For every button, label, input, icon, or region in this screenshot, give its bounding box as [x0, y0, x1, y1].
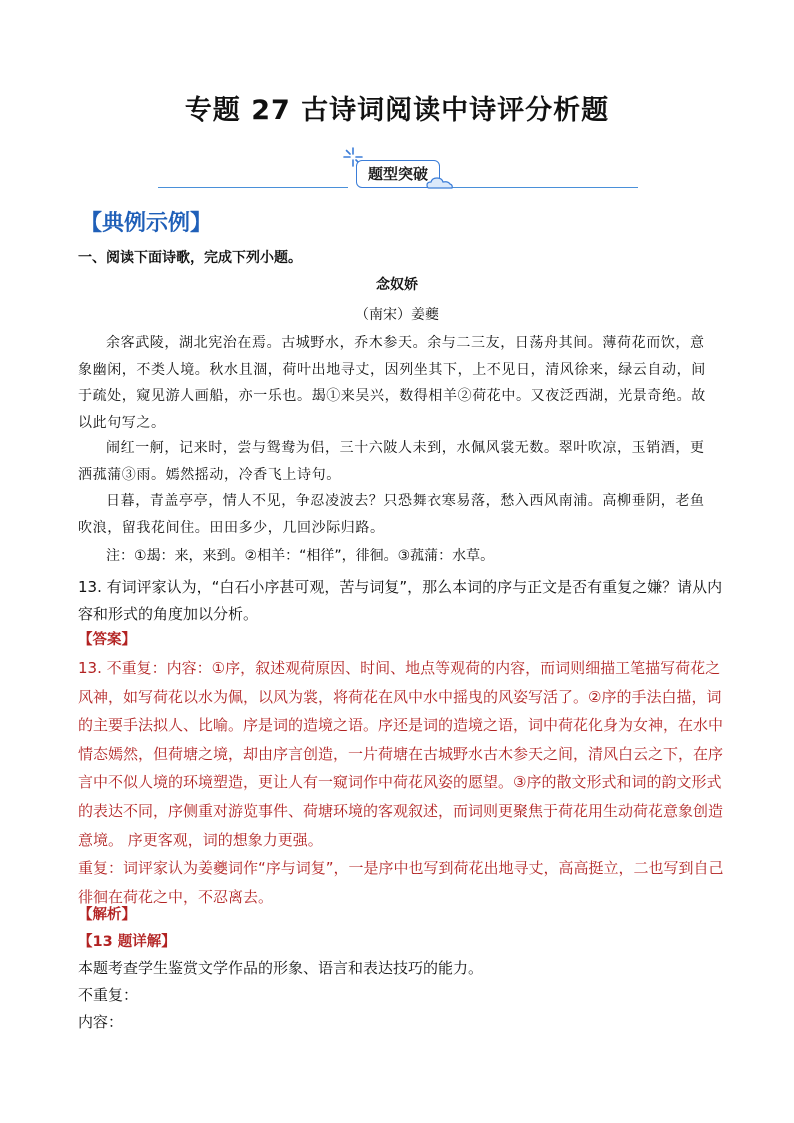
answer-part-2: 重复：词评家认为姜夔词作“序与词复”，一是序中也写到荷花出地寻丈，高高挺立，二也写到自己徘徊在荷花之中，不忍离去。 — [78, 859, 724, 906]
analysis-label: 【解析】 — [78, 907, 136, 923]
poem-stanza-2: 日暮，青盖亭亭，情人不见，争忍凌波去？只恐舞衣寒易落，愁入西风南浦。高柳垂阴，老鱼吹浪，留我花间住。田田多少，几回沙际归路。 — [78, 493, 705, 536]
question-heading: 一、阅读下面诗歌，完成下列小题。 — [78, 250, 302, 266]
answer-label: 【答案】 — [78, 632, 136, 648]
banner-label: 题型突破 — [356, 160, 440, 188]
content-label: 内容： — [78, 1013, 124, 1031]
detail-intro: 本题考查学生鉴赏文学作品的形象、语言和表达技巧的能力。 — [78, 959, 484, 977]
answer-text — [78, 654, 728, 911]
banner-line-left — [158, 187, 348, 188]
cloud-icon — [426, 176, 454, 190]
poem-stanza-1: 闹红一舸，记来时，尝与鸳鸯为侣，三十六陂人未到，水佩风裳无数。翠叶吹凉，玉销酒，更洒菰蒲③雨。嫣然摇动，冷香飞上诗句。 — [78, 440, 705, 483]
poem-body — [78, 435, 718, 541]
banner-line-right — [443, 187, 638, 188]
poem-note: 注：①朅：来，来到。②相羊：“相徉”，徘徊。③菰蒲：水草。 — [106, 548, 495, 564]
question-text: 13. 有词评家认为，“白石小序甚可观，苦与词复”，那么本词的序与正文是否有重复之嫌？请从内容和形式的角度加以分析。 — [78, 578, 723, 623]
answer-part-1: 13. 不重复：内容：①序，叙述观荷原因、时间、地点等观荷的内容，而词则细描工笔描写荷花之风神，如写荷花以水为佩，以风为裳，将荷花在风中水中摇曳的风姿写活了。②序的手法白描，词的主要手法拟人、比喻。序是词的造境之语。序还是词的造境之语，词中荷花化身为女神，在水中情态嫣然，但荷塘之境，却由序言创造，一片荷塘在古城野水古木参天之间，清风白云之下，在序言中不似人境的环境塑造，更让人有一窥词作中荷花风姿的愿望。③序的散文形式和词的韵文形式的表达不同，序侧重对游览事件、荷塘环境的客观叙述，而词则更聚焦于荷花用生动荷花意象创造意境。 序更客观，词的想象力更强。 — [78, 659, 724, 849]
poem-author: （南宋）姜夔 — [355, 307, 439, 323]
section-heading: 【典例示例】 — [80, 211, 213, 236]
poem-preface — [78, 330, 718, 436]
page-title: 专题 27 古诗词阅读中诗评分析题 — [184, 95, 610, 126]
preface-text: 余客武陵，湖北宪治在焉。古城野水，乔木参天。余与二三友，日荡舟其间。薄荷花而饮，意象幽闲，不类人境。秋水且涸，荷叶出地寻丈，因列坐其下，上不见日，清风徐来，绿云自动，间于疏处，窥见游人画船，亦一乐也。朅①来吴兴，数得相羊②荷花中。又夜泛西湖，光景奇绝。故以此句写之。 — [78, 335, 706, 431]
poem-title: 念奴娇 — [376, 277, 418, 293]
not-repeat-label: 不重复： — [78, 986, 139, 1004]
detail-label: 【13 题详解】 — [78, 934, 176, 950]
section-banner — [158, 146, 638, 192]
